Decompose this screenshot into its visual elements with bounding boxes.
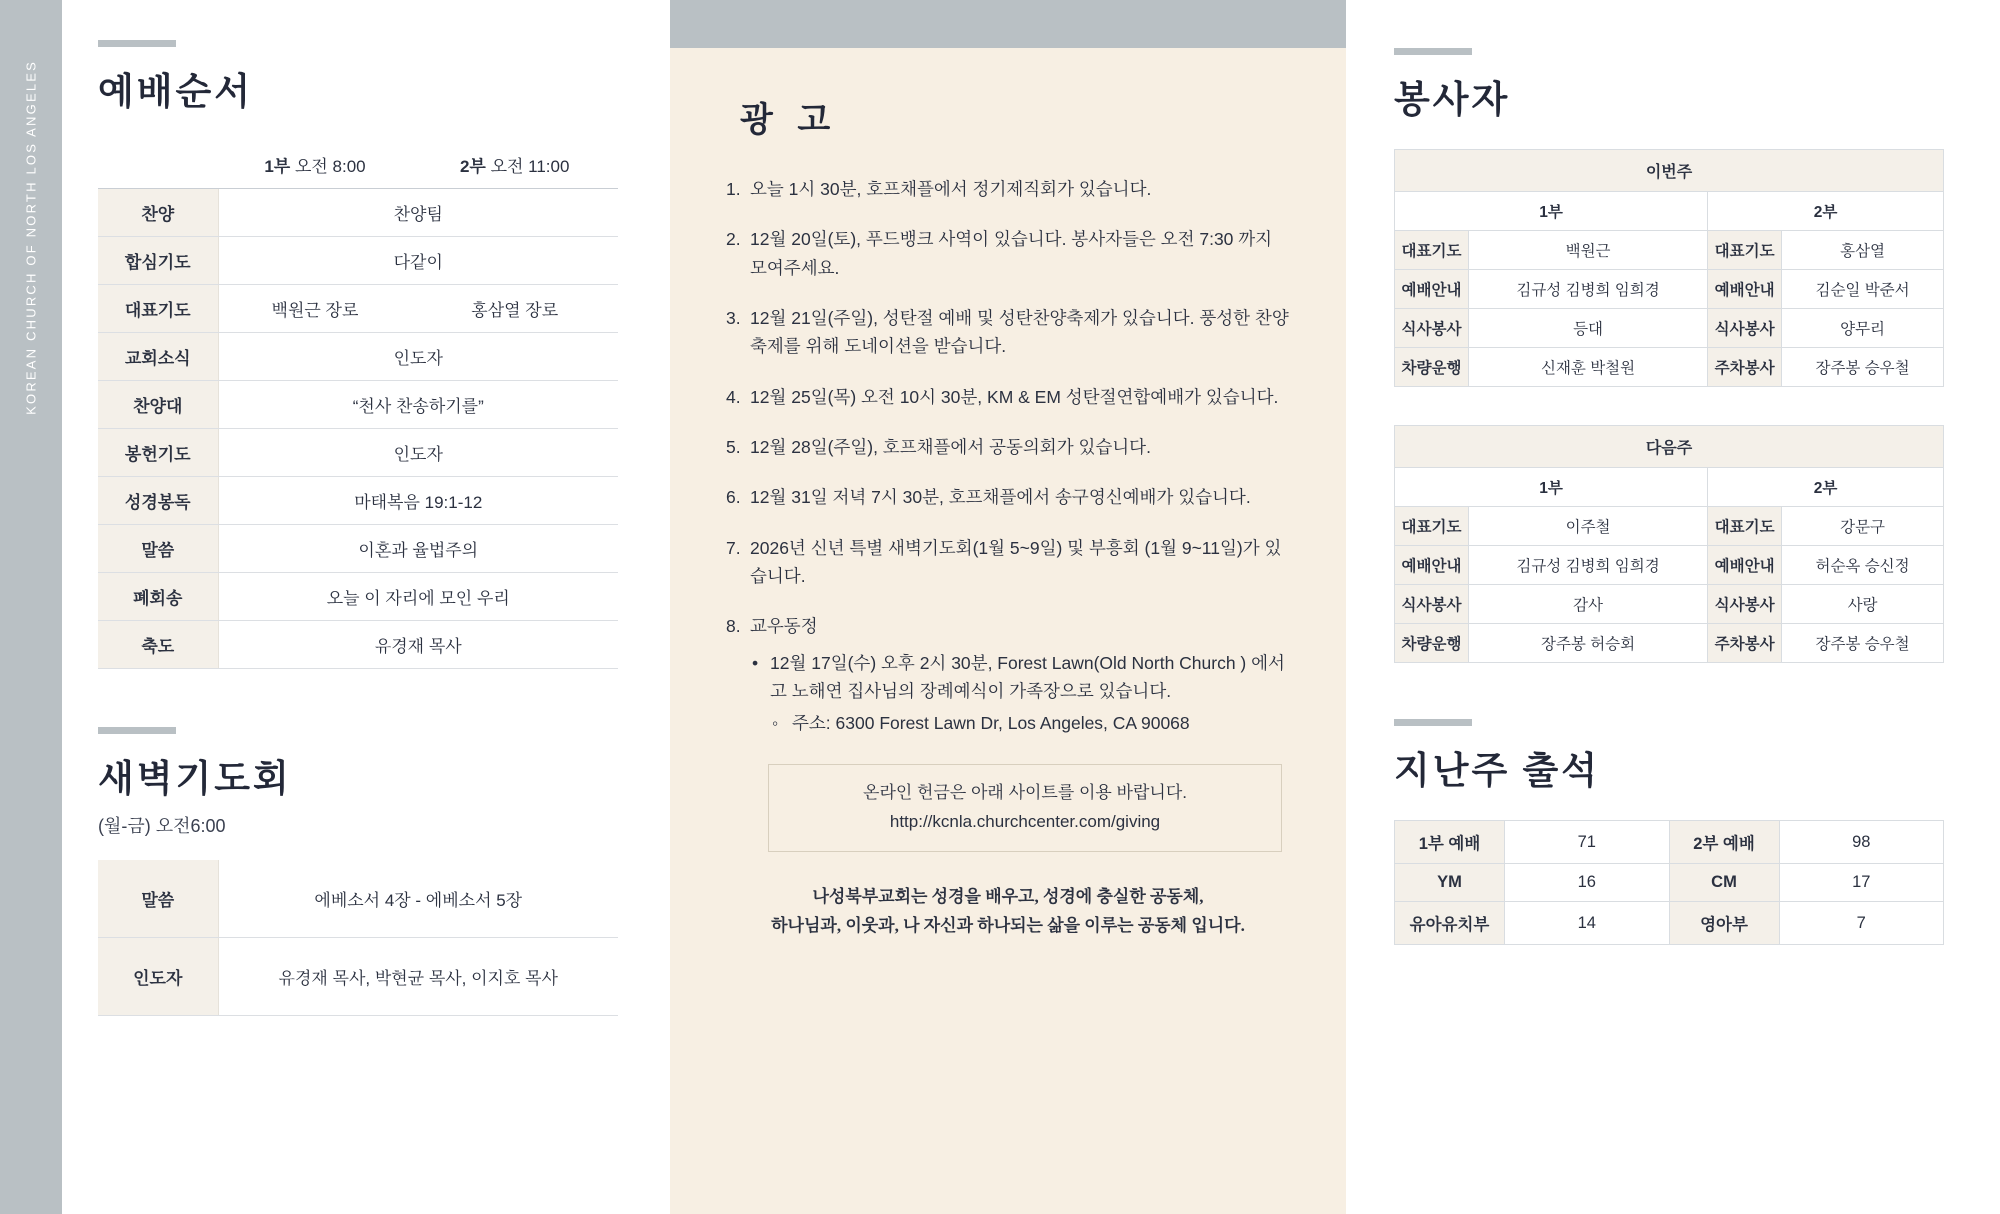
funeral-notice-text: 12월 17일(수) 오후 2시 30분, Forest Lawn(Old North Church ) 에서 고 노해연 집사님의 장례예식이 가족장으로 있습니다. (770, 652, 1285, 702)
role-label-1: 예배안내 (1395, 270, 1469, 309)
row-label: 인도자 (98, 938, 218, 1016)
row-label: 폐회송 (98, 573, 218, 621)
table-row (98, 381, 618, 429)
attendance-label-2: 2부 예배 (1669, 821, 1779, 864)
role-label-1: 차량운행 (1395, 348, 1469, 387)
left-spine (0, 0, 62, 1214)
order-of-worship-table (98, 141, 618, 669)
row-value: 에베소서 4장 - 에베소서 5장 (218, 860, 618, 938)
row-value-service2: 홍삼열 장로 (411, 285, 618, 333)
table-row (98, 285, 618, 333)
attendance-value-2: 17 (1779, 864, 1944, 902)
role-label-2: 식사봉사 (1708, 585, 1782, 624)
item-text: 12월 25일(목) 오전 10시 30분, KM & EM 성탄절연합예배가 있습니다. (750, 386, 1279, 407)
table-row (98, 860, 618, 938)
item-text: 12월 21일(주일), 성탄절 예배 및 성탄찬양축제가 있습니다. 풍성한 찬양축제를 위해 도네이션을 받습니다. (750, 308, 1289, 357)
role-value-1: 김규성 김병희 임희경 (1469, 270, 1708, 309)
row-value: 인도자 (218, 429, 618, 477)
list-item (726, 304, 1290, 361)
attendance-value-1: 71 (1505, 821, 1670, 864)
role-label-1: 식사봉사 (1395, 309, 1469, 348)
giving-instruction: 온라인 헌금은 아래 사이트를 이용 바랍니다. (863, 782, 1187, 802)
dawn-title-rule (98, 727, 176, 734)
role-label-2: 예배안내 (1708, 270, 1782, 309)
mission-line-2: 하나님과, 이웃과, 나 자신과 하나되는 삶을 이루는 공동체 입니다. (771, 916, 1245, 936)
item-number: 4. (726, 386, 741, 407)
table-row (98, 621, 618, 669)
page-title-announcements: 광 고 (740, 102, 839, 139)
row-label: 합심기도 (98, 237, 218, 285)
table-row (1395, 507, 1944, 546)
table-header-row (98, 141, 618, 189)
item-text: 오늘 1시 30분, 호프채플에서 정기제직회가 있습니다. (750, 179, 1152, 199)
list-item (726, 433, 1290, 461)
attendance-value-2: 98 (1779, 821, 1944, 864)
item-number: 3. (726, 308, 741, 329)
role-value-2: 강문구 (1782, 507, 1944, 546)
list-item (726, 383, 1290, 411)
role-label-1: 대표기도 (1395, 231, 1469, 270)
table-row (98, 525, 618, 573)
row-value: 유경재 목사 (218, 621, 618, 669)
table-row (1395, 902, 1944, 945)
row-label: 찬양대 (98, 381, 218, 429)
role-label-2: 대표기도 (1708, 507, 1782, 546)
item-number: 2. (726, 229, 741, 250)
list-item (726, 225, 1290, 282)
table-row (98, 477, 618, 525)
row-value: “천사 찬송하기를” (218, 381, 618, 429)
row-value: 이혼과 율법주의 (218, 525, 618, 573)
table-row (98, 237, 618, 285)
address-sublist (770, 709, 1290, 737)
table-row (1395, 348, 1944, 387)
attendance-label-1: 유아유치부 (1395, 902, 1505, 945)
role-value-2: 허순옥 승신정 (1782, 546, 1944, 585)
table-row (1395, 585, 1944, 624)
attendance-label-2: 영아부 (1669, 902, 1779, 945)
row-label: 찬양 (98, 189, 218, 237)
role-value-1: 김규성 김병희 임희경 (1469, 546, 1708, 585)
volunteers-table-this-week (1394, 149, 1944, 387)
table-row (1395, 270, 1944, 309)
row-value: 다같이 (218, 237, 618, 285)
header-blank (98, 141, 218, 189)
role-label-1: 차량운행 (1395, 624, 1469, 663)
page-title-attendance: 지난주 출석 (1394, 751, 1600, 792)
table-row (1395, 864, 1944, 902)
week-header-row (1395, 150, 1944, 192)
role-label-2: 식사봉사 (1708, 309, 1782, 348)
attendance-value-2: 7 (1779, 902, 1944, 945)
part-header-row (1395, 192, 1944, 231)
page-title-dawn-prayer: 새벽기도회 (98, 759, 292, 800)
part-2-header: 2부 (1708, 468, 1944, 507)
list-item (750, 649, 1290, 738)
list-item: ◦ 주소: 6300 Forest Lawn Dr, Los Angeles, CA 90068 (770, 709, 1290, 737)
part-1-header: 1부 (1395, 468, 1708, 507)
row-label: 성경봉독 (98, 477, 218, 525)
giving-url[interactable]: http://kcnla.churchcenter.com/giving (889, 811, 1161, 831)
role-value-1: 등대 (1469, 309, 1708, 348)
part-2-header: 2부 (1708, 192, 1944, 231)
item-number: 5. (726, 437, 741, 458)
table-row (1395, 231, 1944, 270)
dawn-prayer-schedule: (월-금) 오전6:00 (98, 816, 226, 836)
part-header-row (1395, 468, 1944, 507)
item-number: 7. (726, 537, 741, 558)
table-row (98, 429, 618, 477)
part-1-header: 1부 (1395, 192, 1708, 231)
table-row (1395, 309, 1944, 348)
header-service-2: 2부 오전 11:00 (411, 141, 618, 189)
list-item-member-news (726, 612, 1290, 741)
role-value-1: 감사 (1469, 585, 1708, 624)
role-label-2: 대표기도 (1708, 231, 1782, 270)
mission-line-1: 나성북부교회는 성경을 배우고, 성경에 충실한 공동체, (812, 886, 1204, 906)
row-value-service1: 백원근 장로 (218, 285, 411, 333)
role-value-2: 사랑 (1782, 585, 1944, 624)
row-value: 오늘 이 자리에 모인 우리 (218, 573, 618, 621)
role-label-2: 주차봉사 (1708, 348, 1782, 387)
week-label: 이번주 (1395, 150, 1944, 192)
member-news-sublist (750, 649, 1290, 738)
row-label: 말씀 (98, 525, 218, 573)
row-label: 교회소식 (98, 333, 218, 381)
role-value-1: 신재훈 박철원 (1469, 348, 1708, 387)
page-title-volunteers: 봉사자 (1394, 80, 1511, 121)
role-value-2: 양무리 (1782, 309, 1944, 348)
item-number: 8. (726, 616, 741, 637)
title-rule (98, 40, 176, 47)
role-label-2: 예배안내 (1708, 546, 1782, 585)
item-number: 6. (726, 487, 741, 508)
list-item (726, 534, 1290, 591)
role-value-1: 백원근 (1469, 231, 1708, 270)
row-value: 마태복음 19:1-12 (218, 477, 618, 525)
volunteers-column (1346, 0, 2000, 1214)
role-value-1: 장주봉 허승회 (1469, 624, 1708, 663)
item-number: 1. (726, 179, 741, 199)
list-item (726, 483, 1290, 511)
attendance-value-1: 16 (1505, 864, 1670, 902)
row-label: 대표기도 (98, 285, 218, 333)
announcement-list (726, 175, 1290, 742)
role-value-2: 김순일 박준서 (1782, 270, 1944, 309)
item-text: 교우동정 (750, 616, 818, 637)
attendance-title-rule (1394, 719, 1472, 726)
row-value: 유경재 목사, 박현균 목사, 이지호 목사 (218, 938, 618, 1016)
row-value: 인도자 (218, 333, 618, 381)
row-label: 축도 (98, 621, 218, 669)
table-row (1395, 546, 1944, 585)
dawn-prayer-table (98, 860, 618, 1016)
volunteers-table-next-week (1394, 425, 1944, 663)
row-label: 봉헌기도 (98, 429, 218, 477)
table-row (98, 189, 618, 237)
list-item (726, 175, 1290, 203)
order-of-worship-column (62, 0, 670, 1214)
item-text: 2026년 신년 특별 새벽기도회(1월 5~9일) 및 부흥회 (1월 9~11일)가 있습니다. (750, 537, 1282, 587)
header-service-1: 1부 오전 8:00 (218, 141, 411, 189)
role-value-2: 장주봉 승우철 (1782, 348, 1944, 387)
attendance-label-2: CM (1669, 864, 1779, 902)
page-title-order: 예배순서 (98, 72, 253, 113)
week-header-row (1395, 426, 1944, 468)
item-text: 12월 31일 저녁 7시 30분, 호프채플에서 송구영신예배가 있습니다. (750, 487, 1251, 508)
role-label-1: 식사봉사 (1395, 585, 1469, 624)
table-row (1395, 821, 1944, 864)
role-label-2: 주차봉사 (1708, 624, 1782, 663)
table-row (1395, 624, 1944, 663)
online-giving-box (768, 764, 1282, 852)
table-row (98, 573, 618, 621)
attendance-table (1394, 820, 1944, 945)
attendance-label-1: 1부 예배 (1395, 821, 1505, 864)
row-label: 말씀 (98, 860, 218, 938)
role-value-2: 장주봉 승우철 (1782, 624, 1944, 663)
item-text: 12월 28일(주일), 호프채플에서 공동의회가 있습니다. (750, 437, 1151, 458)
volunteers-title-rule (1394, 48, 1472, 55)
announcements-column (670, 0, 1346, 1214)
row-value: 찬양팀 (218, 189, 618, 237)
attendance-value-1: 14 (1505, 902, 1670, 945)
table-row (98, 938, 618, 1016)
mission-statement (736, 882, 1280, 942)
attendance-label-1: YM (1395, 864, 1505, 902)
top-accent-bar (670, 0, 1346, 48)
table-row (98, 333, 618, 381)
role-value-1: 이주철 (1469, 507, 1708, 546)
week-label: 다음주 (1395, 426, 1944, 468)
role-label-1: 대표기도 (1395, 507, 1469, 546)
item-text: 12월 20일(토), 푸드뱅크 사역이 있습니다. 봉사자들은 오전 7:30 까지 모여주세요. (750, 229, 1273, 278)
role-label-1: 예배안내 (1395, 546, 1469, 585)
role-value-2: 홍삼열 (1782, 231, 1944, 270)
church-name-vertical: KOREAN CHURCH OF NORTH LOS ANGELES (23, 60, 39, 415)
